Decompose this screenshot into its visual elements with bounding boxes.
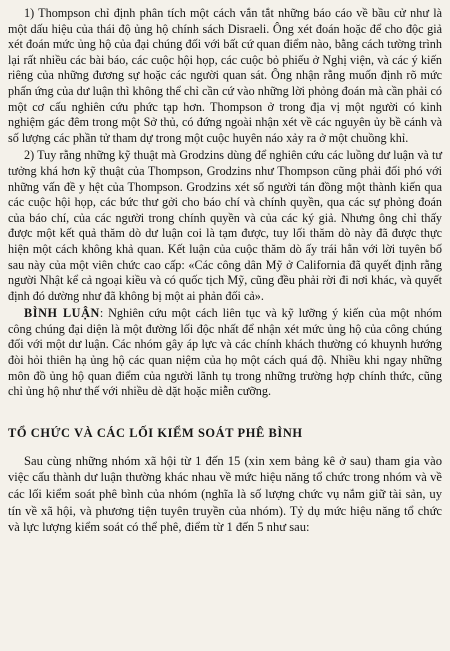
- section-heading: TỔ CHỨC VÀ CÁC LỐI KIỂM SOÁT PHÊ BÌNH: [8, 425, 303, 440]
- page: [8, 6, 442, 538]
- paragraph-binh-luan: [8, 306, 442, 400]
- paragraph-to-chuc: Sau cùng những nhóm xã hội từ 1 đến 15 (xin xem bảng kê ở sau) tham gia vào việc cấu thành dư luận thường khác nhau về mức hiệu năng tổ chức trong nhóm và về các lối kiểm soát phê bình của nhóm (nghĩa là số lượng chức vụ nắm giữ tài sản, uy tín về xã hội, và phương tiện tuyên truyền của nhóm). Tỷ dụ mức hiệu năng tổ chức và lực lượng kiểm soát có thể phê, điểm từ 1 đến 5 như sau:: [8, 453, 442, 535]
- binh-luan-text: : Nghiên cứu một cách liên tục và kỹ lưỡng ý kiến của một nhóm công chúng đại diện là một đường lối độc nhất để nhận xét mức ủng hộ của công chúng đối với một dư luận. Các nhóm gây áp lực và các chính khách thường có khuynh hướng đòi hỏi thiên hạ ủng hộ các quan niệm của họ một cách quá độ. Nhiều khi ngay những môn đồ ủng hộ quan điểm của người lãnh tụ trong những trường hợp chính thức, cũng chỉ ủng hộ như thế với nhiều dè dặt hoặc miễn cưỡng.: [8, 306, 442, 399]
- paragraph-grodzins: 2) Tuy rằng những kỹ thuật mà Grodzins dùng để nghiên cứu các luồng dư luận và tư tưởng khá hơn kỹ thuật của Thompson, Grodzins như Thompson cũng phải đối phó với những vấn đề y hệt của Thompson. Grodzins xét số người tán đồng một thành kiến qua các cuộc hội họp, các bức thư gởi cho báo chí và chính quyền, qua các sự phỏng đoán của báo chí, của các người trong chính quyền và của các ký giả. Nhưng ông chỉ thấy được một kết quả thăm dò dư luận coi là tạm được, tuy lối thăm dò này đã được thực hiện một cách không khả quan. Kết luận của cuộc thăm dò ấy trái hẳn với lời tuyên bố sau này của một viên chức cao cấp: «Các công dân Mỹ ở California đã quyết định rằng người Nhật kể cả ngoại kiều và có quốc tịch Mỹ, cũng đều phải rời đi nơi khác, và quyết định đó dường như đã không bị một ai phản đối cả».: [8, 148, 442, 303]
- paragraph-thompson: 1) Thompson chỉ định phân tích một cách vắn tắt những báo cáo về bầu cử như là một dấu hiệu của thái độ ủng hộ chính sách Disraeli. Ông xét đoán hoặc để cho độc giả xét đoán mức ủng hộ của đại chúng đối với bất cứ quan điểm nào, bằng cách tường trình lại rất nhiều các bài báo, các cuộc hội họp, các cuộc bỏ phiếu ở Nghị viện, và các ý kiến riêng của những đương sự hoặc các người quan sát. Ông nhận rằng muốn định rõ mức phấn ứng của dư luận thì không thể chỉ cần cứ vào những lời phỏng đoán mà cần phải có một cơ cấu nghiên cứu phức tạp hơn. Thompson ở trong địa vị một người có kinh nghiệm gác đêm trong một Sở thủ, có đứng ngoài nhận xét về các nguyên ủy bề cánh và số lượng các phần tử tham dự trong một cuộc huyên náo xảy ra ở một chuồng khỉ.: [8, 6, 442, 145]
- binh-luan-label: BÌNH LUẬN: [24, 306, 100, 321]
